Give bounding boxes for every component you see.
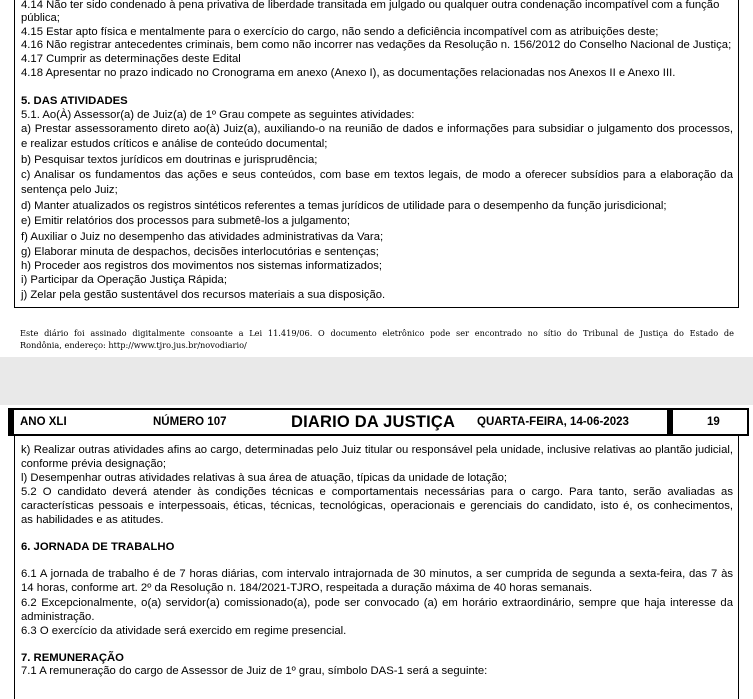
page-footer xyxy=(20,327,734,351)
page-content-box xyxy=(14,434,739,699)
text-line: d) Manter atualizados os registros sintéticos referentes a temas jurídicos de utilidade para o desempenho da função jurisdicional; xyxy=(21,200,667,212)
text-line: administração. xyxy=(21,611,95,623)
footer-line: Este diário foi assinado digitalmente consoante a Lei 11.419/06. O documento eletrônico pode ser encontrado no sítio do Tribunal de Justiça do Estado de xyxy=(20,328,734,338)
text-line: k) Realizar outras atividades afins ao cargo, determinadas pelo Juiz titular ou responsável pela unidade, inclusive relativas ao plantão judicial, xyxy=(21,444,733,456)
text-line: h) Proceder aos registros dos movimentos nos sistemas informatizados; xyxy=(21,260,383,272)
text-line: 4.16 Não registrar antecedentes criminais, bem como não incorrer nas vedações da Resolução n. 156/2012 do Conselho Nacional de Justiça; xyxy=(21,39,732,51)
text-line: 5.1. Ao(À) Assessor(a) de Juiz(a) de 1º Grau compete as seguintes atividades: xyxy=(21,109,415,121)
text-line: 4.15 Estar apto física e mentalmente para o exercício do cargo, não sendo a deficiência incompatível com as atribuições deste; xyxy=(21,26,659,38)
text-line: 4.18 Apresentar no prazo indicado no Cronograma em anexo (Anexo I), as documentações relacionadas nos Anexos II e Anexo III. xyxy=(21,67,676,79)
text-line: e) Emitir relatórios dos processos para submetê-los a julgamento; xyxy=(21,215,351,227)
text-line: 6.3 O exercício da atividade será exercido em regime presencial. xyxy=(21,625,347,637)
text-line: 4.14 Não ter sido condenado à pena privativa de liberdade transitada em julgado ou qualquer outra condenação incompatível com a função xyxy=(21,0,720,11)
section-heading: 7. REMUNERAÇÃO xyxy=(21,652,124,664)
text-line: c) Analisar os fundamentos das ações e seus conteúdos, com base em textos legais, de modo a oferecer subsídios para a elaboração da xyxy=(21,169,733,181)
text-line: a) Prestar assessoramento direto ao(à) Juiz(a), auxiliando-o na reunião de dados e informações para subsidiar o julgamento dos processos, xyxy=(21,123,733,135)
header-title: DIARIO DA JUSTIÇA xyxy=(291,413,456,431)
text-line: sentença pelo Juiz; xyxy=(21,184,118,196)
text-line: 6.1 A jornada de trabalho é de 7 horas diárias, com intervalo intrajornada de 30 minutos, a ser cumprida de segunda a sexta-feira, das 7 às xyxy=(21,568,733,580)
header-left-bar xyxy=(8,408,14,434)
diary-page-19 xyxy=(0,405,753,694)
header-page-number: 19 xyxy=(707,416,720,428)
text-line: i) Participar da Operação Justiça Rápida; xyxy=(21,274,227,286)
header-right-bar xyxy=(667,408,673,434)
text-line: f) Auxiliar o Juiz no desempenho das atividades administrativas da Vara; xyxy=(21,231,384,243)
text-line: l) Desempenhar outras atividades relativas à sua área de atuação, típicas da unidade de lotação; xyxy=(21,472,508,484)
text-line: g) Elaborar minuta de despachos, decisões interlocutórias e sentenças; xyxy=(21,246,379,258)
footer-line: Rondônia, endereço: http://www.tjro.jus.br/novodiario/ xyxy=(20,340,247,350)
text-line: as habilidades e as atitudes. xyxy=(21,514,164,526)
text-line: 14 horas, conforme art. 2º da Resolução n. 184/2021-TJRO, respeitada a duração máxima de 40 horas semanais. xyxy=(21,582,593,594)
page-separator xyxy=(0,357,753,405)
header-date: QUARTA-FEIRA, 14-06-2023 xyxy=(477,416,629,428)
section-heading: 5. DAS ATIVIDADES xyxy=(21,95,128,107)
text-line: j) Zelar pela gestão sustentável dos recursos materiais a sua disposição. xyxy=(21,289,386,301)
text-line: b) Pesquisar textos jurídicos em doutrinas e jurisprudência; xyxy=(21,154,318,166)
text-line: e realizar estudos críticos e análise de conteúdo documental; xyxy=(21,138,328,150)
header-number: NÚMERO 107 xyxy=(153,416,227,428)
text-line: 4.17 Cumprir as determinações deste Edital xyxy=(21,53,241,65)
text-line: 7.1 A remuneração do cargo de Assessor de Juiz de 1º grau, símbolo DAS-1 será a seguinte: xyxy=(21,665,488,677)
text-line: 5.2 O candidato deverá atender às condições técnicas e comportamentais necessárias para o cargo. Para tanto, serão avaliadas as xyxy=(21,486,733,498)
section-heading: 6. JORNADA DE TRABALHO xyxy=(21,541,175,553)
text-line: pública; xyxy=(21,12,60,24)
page-content-box xyxy=(14,0,739,308)
text-line: 6.2 Excepcionalmente, o(a) servidor(a) comissionado(a), pode ser convocado (a) em horário extraordinário, sempre que haja interesse da xyxy=(21,597,733,609)
diary-header xyxy=(8,408,749,436)
text-line: características pessoais e interpessoais, éticas, técnicas, tecnológicas, operacionais e gerenciais do candidato, isto é, os conhecimentos, xyxy=(21,500,733,512)
text-line: conforme prévia designação; xyxy=(21,458,167,470)
header-year: ANO XLI xyxy=(20,416,67,428)
